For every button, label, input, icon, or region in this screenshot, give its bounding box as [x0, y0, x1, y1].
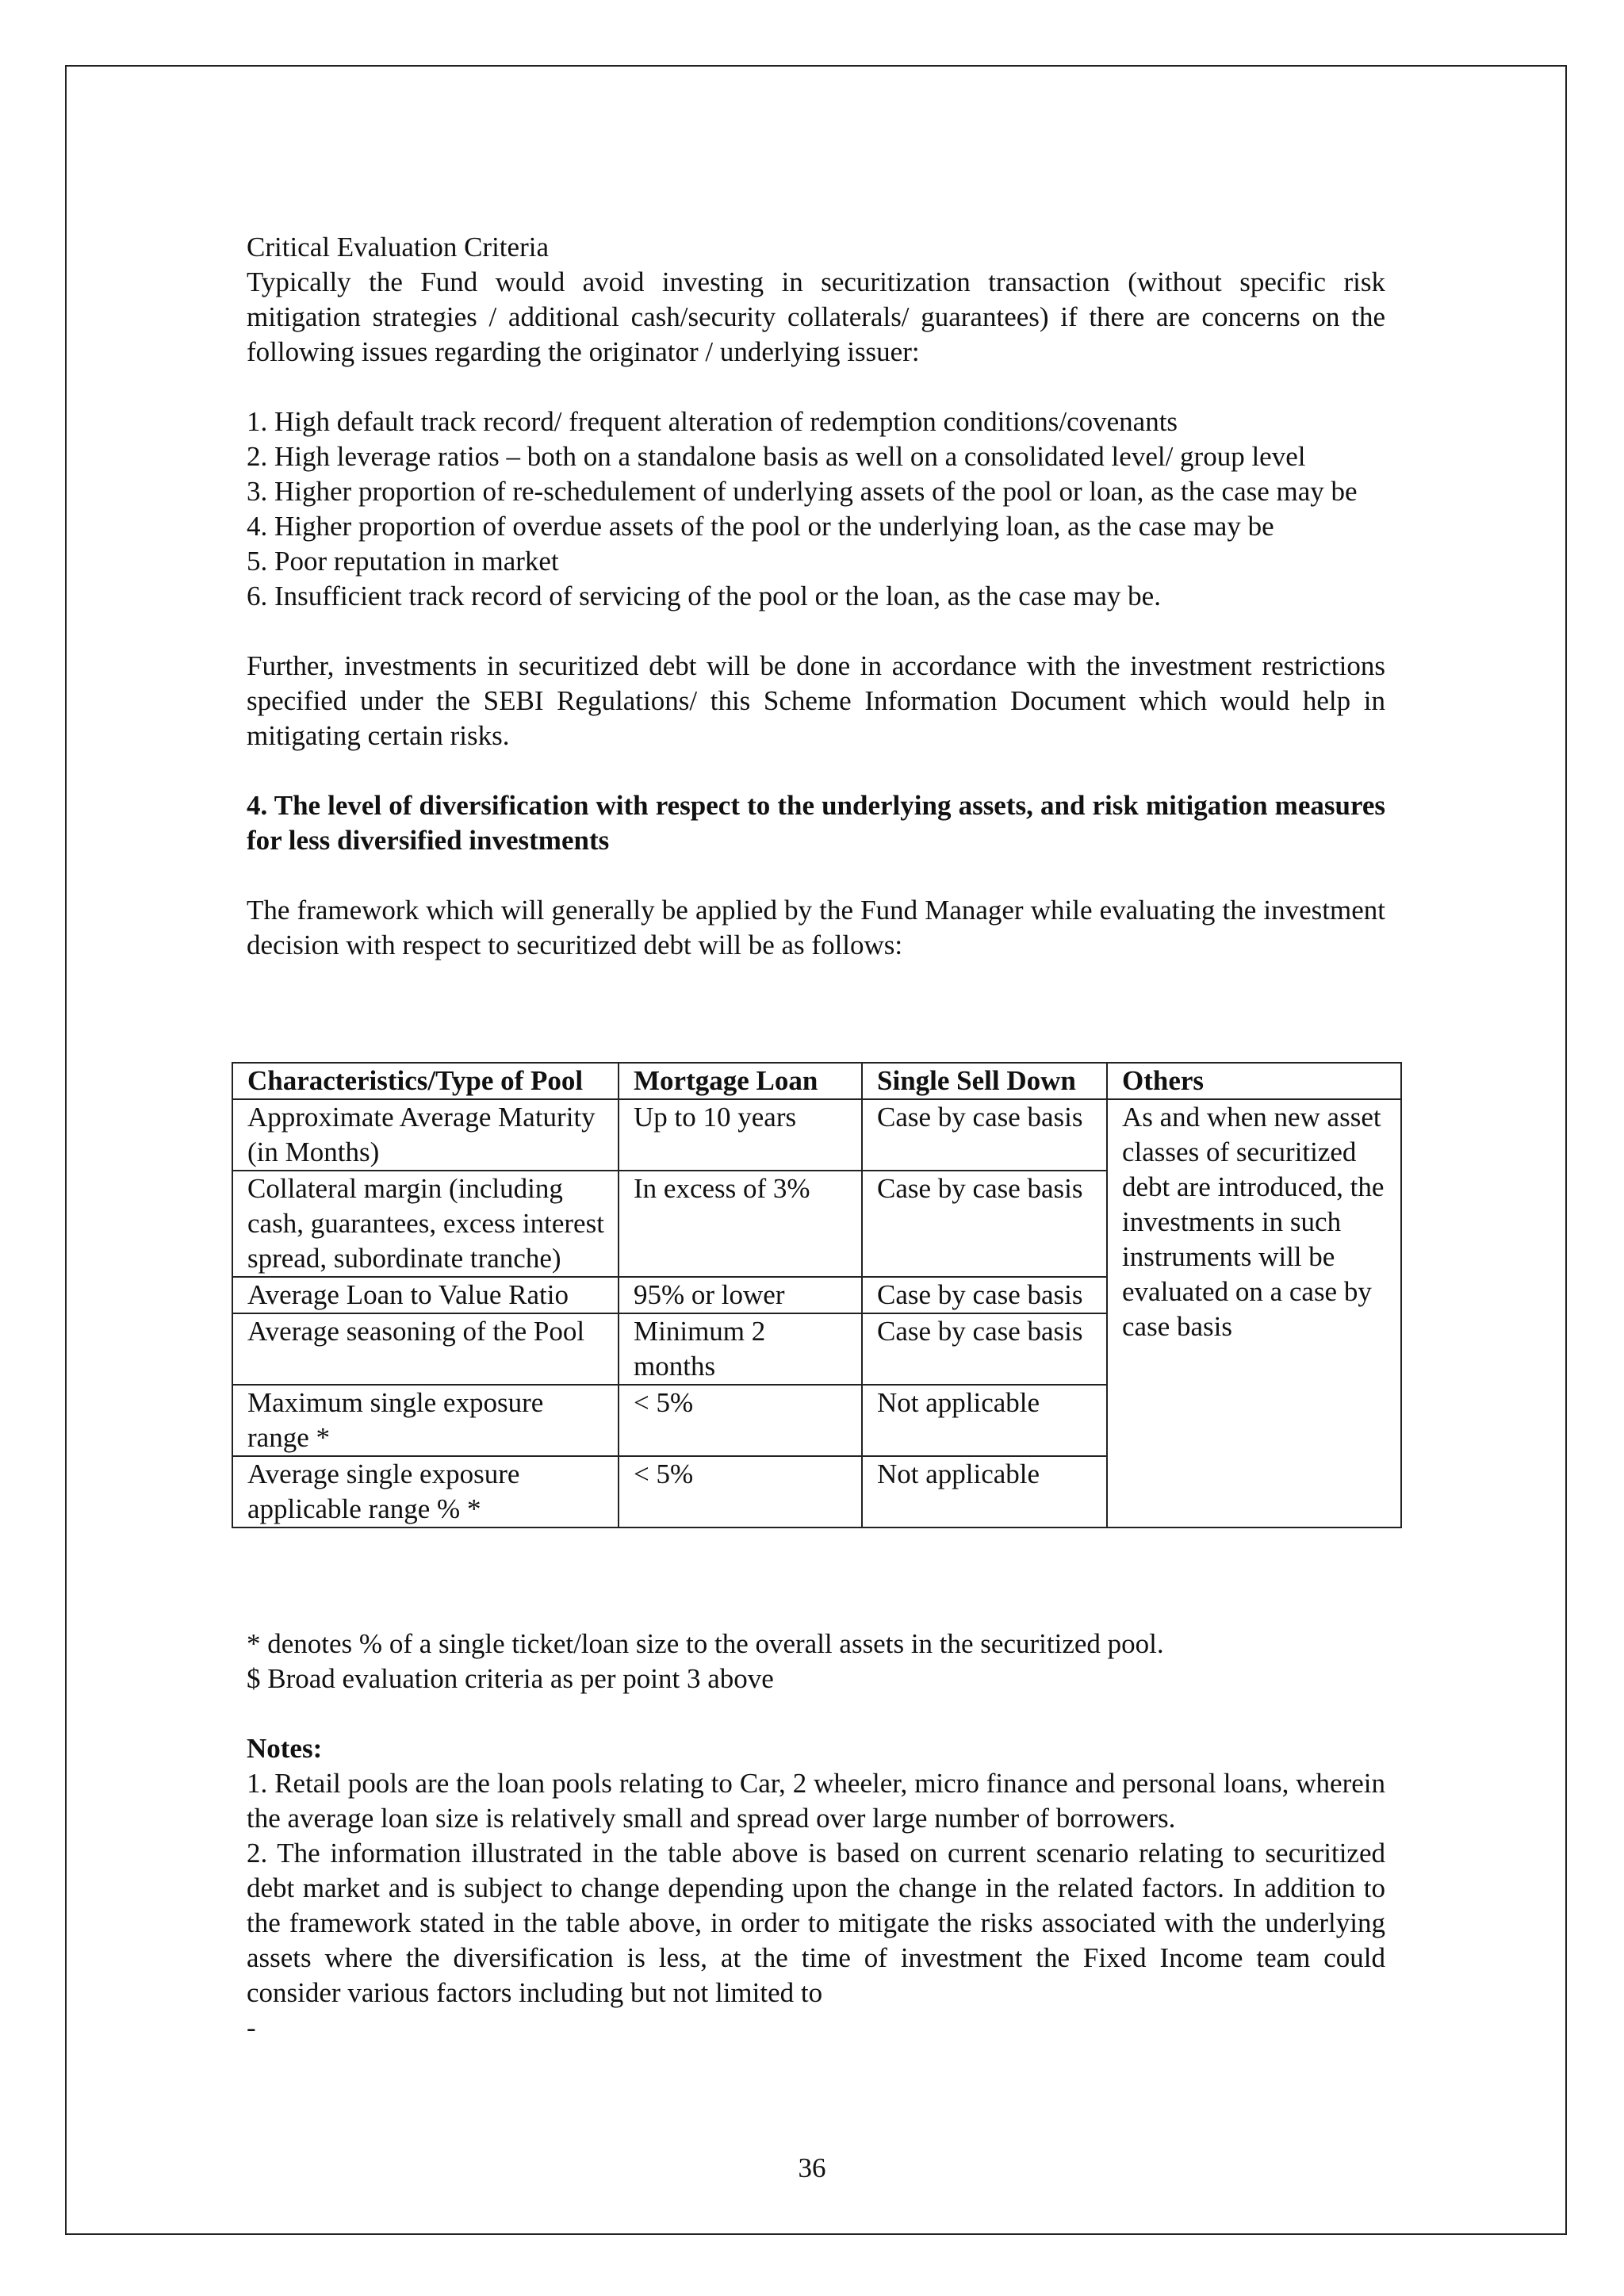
table-cell: < 5%: [619, 1385, 862, 1456]
further-paragraph: Further, investments in securitized debt will be done in accordance with the investment restrictions specified under the SEBI Regulations/ this Scheme Information Document which would help in mitigating certain risks.: [247, 650, 1385, 751]
table-cell: Minimum 2 months: [619, 1313, 862, 1385]
table-cell: Average Loan to Value Ratio: [232, 1277, 619, 1313]
table-cell: Case by case basis: [862, 1277, 1107, 1313]
issue-item: 3. Higher proportion of re-schedulement of underlying assets of the pool or loan, as the case may be: [247, 476, 1358, 507]
table-cell: Approximate Average Maturity (in Months): [232, 1099, 619, 1171]
page-number: 36: [798, 2152, 826, 2183]
table-cell: Case by case basis: [862, 1099, 1107, 1171]
table-cell: < 5%: [619, 1456, 862, 1527]
table-cell: Not applicable: [862, 1456, 1107, 1527]
others-cell: As and when new asset classes of securitized debt are introduced, the investments in such instruments will be evaluated on a case by case basis: [1107, 1099, 1401, 1527]
footnote-dollar: $ Broad evaluation criteria as per point 3 above: [247, 1663, 774, 1694]
section-heading: 4. The level of diversification with respect to the underlying assets, and risk mitigation measures for less diversified investments: [247, 790, 1385, 856]
table-cell: Not applicable: [862, 1385, 1107, 1456]
header-mortgage-loan: Mortgage Loan: [619, 1063, 862, 1099]
table-cell: Up to 10 years: [619, 1099, 862, 1171]
issue-item: 2. High leverage ratios – both on a standalone basis as well on a consolidated level/ group level: [247, 441, 1306, 472]
issue-item: 1. High default track record/ frequent alteration of redemption conditions/covenants: [247, 406, 1178, 437]
table-cell: Case by case basis: [862, 1313, 1107, 1385]
table-cell: 95% or lower: [619, 1277, 862, 1313]
issue-item: 6. Insufficient track record of servicing of the pool or the loan, as the case may be.: [247, 581, 1161, 611]
table-row: [232, 1099, 1401, 1171]
table-cell: In excess of 3%: [619, 1171, 862, 1277]
note-item: 2. The information illustrated in the table above is based on current scenario relating to securitized debt market and is subject to change depending upon the change in the related factors. In addition to the framework stated in the table above, in order to mitigate the risks associated with the underlying assets where the diversification is less, at the time of investment the Fixed Income team could consider various factors including but not limited to: [247, 1838, 1385, 2008]
header-characteristics: Characteristics/Type of Pool: [232, 1063, 619, 1099]
table-cell: Average single exposure applicable range % *: [232, 1456, 619, 1527]
note-item: 1. Retail pools are the loan pools relating to Car, 2 wheeler, micro finance and personal loans, wherein the average loan size is relatively small and spread over large number of borrowers.: [247, 1768, 1385, 1834]
table-cell: Case by case basis: [862, 1171, 1107, 1277]
framework-table: [232, 1062, 1402, 1528]
criteria-paragraph: Typically the Fund would avoid investing in securitization transaction (without specific risk mitigation strategies / additional cash/security collaterals/ guarantees) if there are concerns on the following issues regarding the originator / underlying issuer:: [247, 266, 1385, 367]
framework-paragraph: The framework which will generally be applied by the Fund Manager while evaluating the investment decision with respect to securitized debt will be as follows:: [247, 895, 1385, 960]
issue-item: 5. Poor reputation in market: [247, 546, 559, 577]
note-dash: -: [247, 2012, 256, 2043]
notes-heading: Notes:: [247, 1733, 323, 1764]
issue-item: 4. Higher proportion of overdue assets of the pool or the underlying loan, as the case may be: [247, 511, 1274, 542]
criteria-heading: Critical Evaluation Criteria: [247, 232, 549, 263]
table-cell: Average seasoning of the Pool: [232, 1313, 619, 1385]
table-cell: Maximum single exposure range *: [232, 1385, 619, 1456]
footnote-star: * denotes % of a single ticket/loan size to the overall assets in the securitized pool.: [247, 1628, 1164, 1659]
main-content: [247, 230, 1385, 963]
table-header-row: [232, 1063, 1401, 1099]
header-others: Others: [1107, 1063, 1401, 1099]
footnotes-section: [247, 1627, 1385, 2045]
header-single-sell-down: Single Sell Down: [862, 1063, 1107, 1099]
table-cell: Collateral margin (including cash, guarantees, excess interest spread, subordinate tranche): [232, 1171, 619, 1277]
